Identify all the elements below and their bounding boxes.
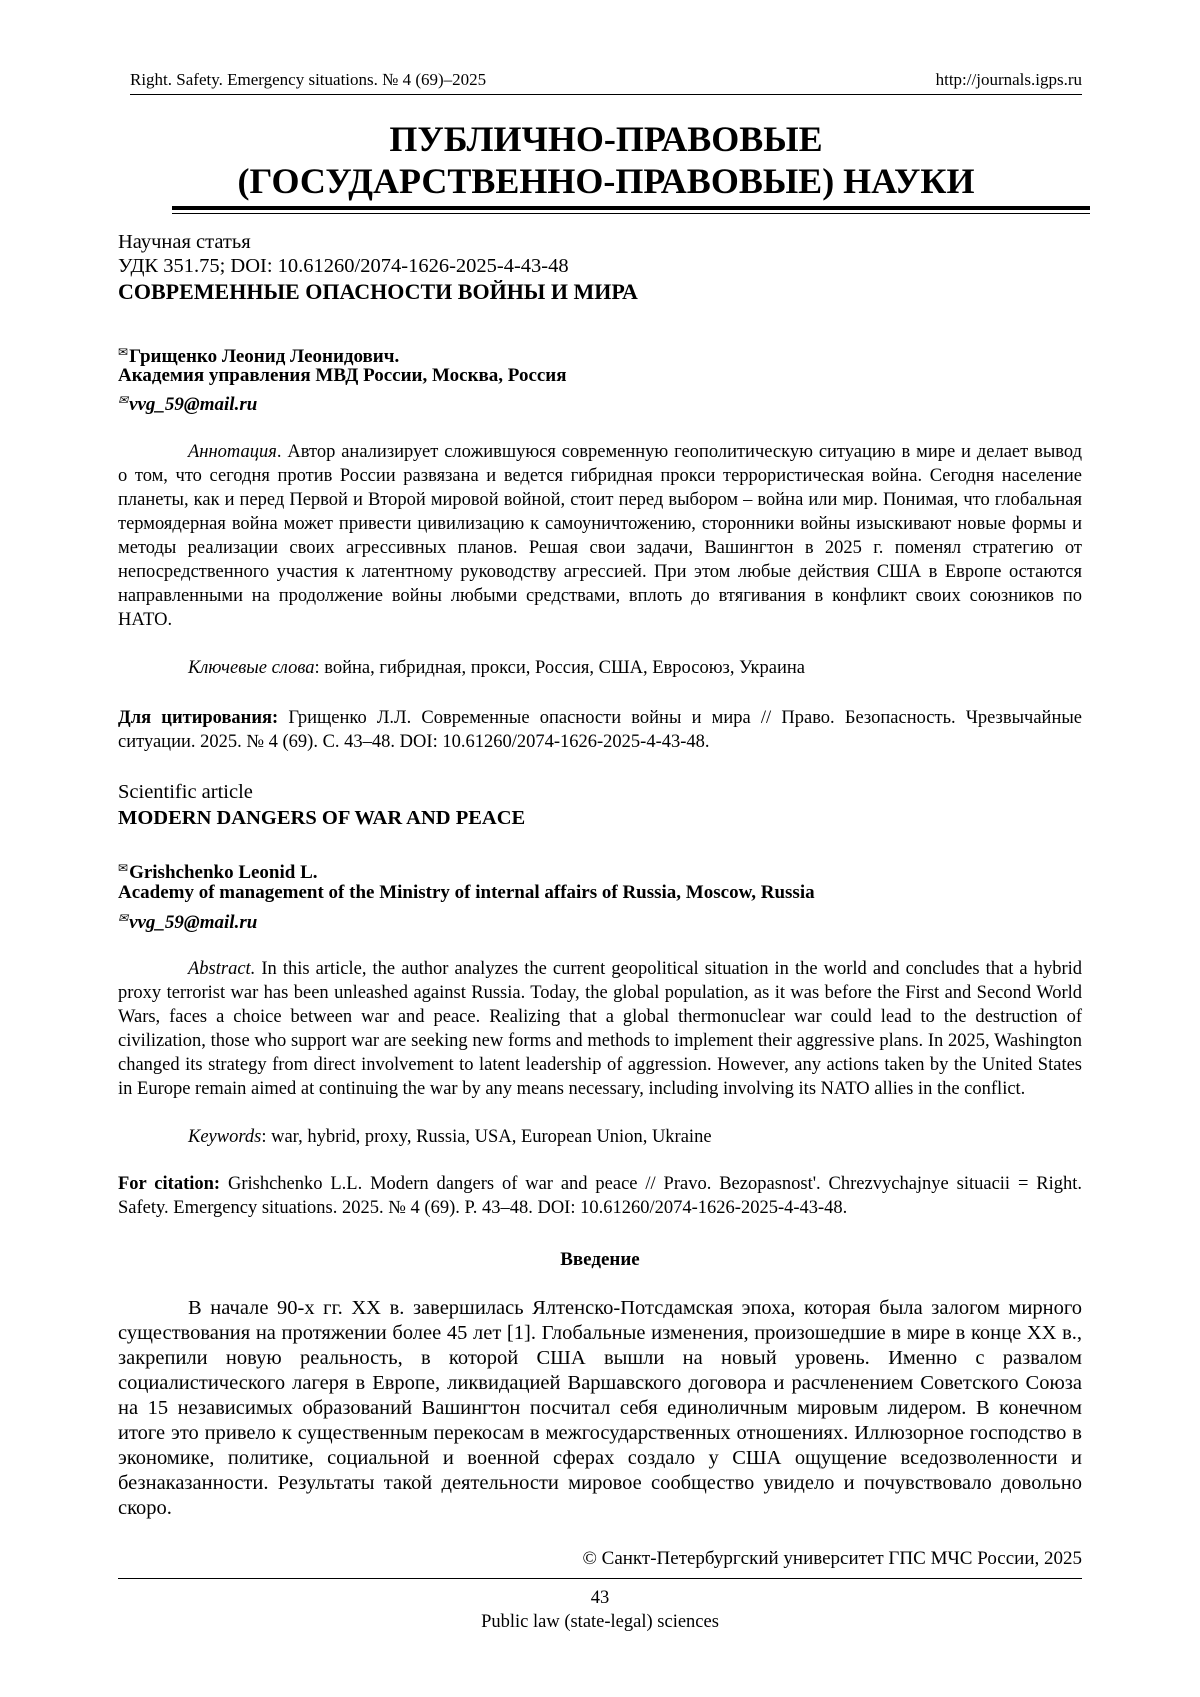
en-email[interactable]: vvg_59@mail.ru — [129, 912, 258, 933]
intro-heading: Введение — [560, 1249, 640, 1270]
en-abstract — [118, 957, 1082, 1101]
en-citation — [118, 1172, 1082, 1220]
ru-email-line — [118, 388, 1082, 417]
en-keywords-text: : war, hybrid, proxy, Russia, USA, European Union, Ukraine — [261, 1127, 712, 1147]
section-rule-thick — [172, 206, 1090, 210]
ru-keywords — [118, 656, 1082, 680]
ru-article-title: СОВРЕМЕННЫЕ ОПАСНОСТИ ВОЙНЫ И МИРА — [118, 279, 638, 304]
journal-url[interactable]: http://journals.igps.ru — [935, 70, 1082, 89]
en-affiliation: Academy of management of the Ministry of internal affairs of Russia, Moscow, Russia — [118, 882, 815, 903]
ru-article-type: Научная статья — [118, 231, 251, 253]
ru-citation — [118, 706, 1082, 754]
ru-author: Грищенко Леонид Леонидович. — [129, 346, 400, 367]
ru-abstract-text: . Автор анализирует сложившуюся современную геополитическую ситуацию в мире и делает вывод о том, что сегодня против России развязана и ведется гибридная прокси террористическая война. Сегодня население планеты, как и перед Первой и Второй мировой войной, стоит перед выбором – война или мир. Понимая, что глобальная термоядерная война может привести цивилизацию к самоуничтожению, сторонники войны изыскивают новые формы и методы реализации своих агрессивных планов. Решая свои задачи, Вашингтон в 2025 г. поменял стратегию от непосредственного участия к латентному руководству агрессией. При этом любые действия США в Европе остаются направленными на продолжение войны любыми средствами, вплоть до втягивания в конфликт своих союзников по НАТО. — [118, 442, 1082, 630]
en-abstract-text: In this article, the author analyzes the current geopolitical situation in the world and concludes that a hybrid proxy terrorist war has been unleashed against Russia. Today, the global population, as it was before the First and Second World Wars, faces a choice between war and peace. Realizing that a global thermonuclear war could lead to the destruction of civilization, those who support war are seeking new forms and methods to implement their aggressive plans. In 2025, Washington changed its strategy from direct involvement to latent leadership of aggression. However, any actions taken by the United States in Europe remain aimed at continuing the war by any means necessary, including involving its NATO allies in the conflict. — [118, 959, 1082, 1099]
journal-name: Right. Safety. Emergency situations. № 4 (69)–2025 — [130, 70, 487, 89]
en-keywords — [118, 1125, 1082, 1149]
section-rule-thin — [172, 213, 1090, 214]
ru-citation-label: Для цитирования: — [118, 708, 279, 728]
ru-citation-text: Грищенко Л.Л. Современные опасности войны и мира // Право. Безопасность. Чрезвычайные ситуации. 2025. № 4 (69). С. 43–48. DOI: 10.61260/2074-1626-2025-4-43-48. — [118, 708, 1082, 752]
en-citation-text: Grishchenko L.L. Modern dangers of war and peace // Pravo. Bezopasnost'. Chrezvychajnye situacii = Right. Safety. Emergency situations. 2025. № 4 (69). P. 43–48. DOI: 10.61260/2074-1626-2025-4-43-48. — [118, 1174, 1082, 1218]
page-number: 43 — [590, 1588, 610, 1608]
en-author: Grishchenko Leonid L. — [129, 862, 318, 883]
envelope-icon: ✉ — [118, 861, 129, 875]
ru-abstract — [118, 440, 1082, 632]
envelope-icon: ✉ — [118, 393, 129, 407]
section-title-line2: (ГОСУДАРСТВЕННО-ПРАВОВЫЕ) НАУКИ — [237, 161, 975, 201]
ru-keywords-label: Ключевые слова — [188, 658, 315, 678]
section-title-line1: ПУБЛИЧНО-ПРАВОВЫЕ — [389, 119, 823, 159]
envelope-icon: ✉ — [118, 345, 129, 359]
en-keywords-label: Keywords — [188, 1127, 262, 1147]
en-citation-label: For citation: — [118, 1174, 221, 1194]
copyright: © Санкт-Петербургский университет ГПС МЧС России, 2025 — [582, 1548, 1082, 1569]
running-header — [130, 70, 1082, 95]
en-article-title: MODERN DANGERS OF WAR AND PEACE — [118, 807, 526, 829]
envelope-icon: ✉ — [118, 911, 129, 925]
footer-section: Public law (state-legal) sciences — [481, 1612, 719, 1632]
en-article-type: Scientific article — [118, 781, 253, 803]
footer-rule — [118, 1578, 1082, 1579]
ru-abstract-label: Аннотация — [188, 442, 277, 462]
en-email-line — [118, 906, 1082, 935]
ru-affiliation: Академия управления МВД России, Москва, Россия — [118, 365, 567, 386]
ru-udk-doi: УДК 351.75; DOI: 10.61260/2074-1626-2025-4-43-48 — [118, 255, 569, 277]
section-title — [130, 118, 1082, 202]
ru-keywords-text: : война, гибридная, прокси, Россия, США, Евросоюз, Украина — [314, 658, 806, 678]
en-abstract-label: Abstract. — [188, 959, 256, 979]
intro-paragraph: В начале 90-х гг. XX в. завершилась Ялтенско-Потсдамская эпоха, которая была залогом мирного существования на протяжении более 45 лет [1]. Глобальные изменения, произошедшие в мире в конце XX в., закрепили новую реальность, в которой США вышли на новый уровень. Именно с развалом социалистического лагеря в Европе, ликвидацией Варшавского договора и расчленением Советского Союза на 15 независимых образований Вашингтон посчитал себя единоличным мировым лидером. В конечном итоге это привело к существенным перекосам в межгосударственных отношениях. Иллюзорное господство в экономике, политике, социальной и военной сферах создало у США ощущение вседозволенности и безнаказанности. Результаты такой деятельности мировое сообщество увидело и почувствовало довольно скоро. — [118, 1297, 1082, 1519]
ru-email[interactable]: vvg_59@mail.ru — [129, 394, 258, 415]
